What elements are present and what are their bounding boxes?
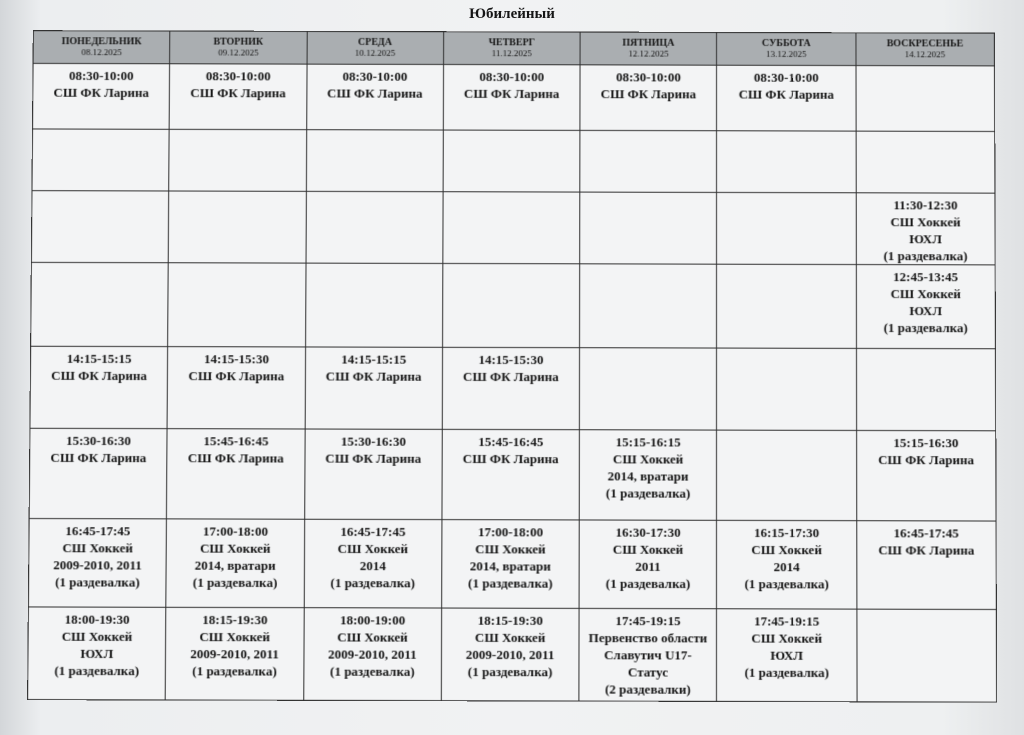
session-detail: СШ Хоккей — [62, 540, 133, 556]
schedule-cell — [168, 263, 306, 347]
session-detail: (1 раздевалка) — [605, 575, 691, 592]
session-detail: СШ ФК Ларина — [50, 449, 147, 466]
session-detail: 2011 — [635, 558, 661, 574]
session-time: 15:15-16:30 — [893, 435, 959, 451]
day-header — [717, 32, 856, 65]
session-time: 16:30-17:30 — [615, 524, 681, 540]
schedule-cell — [442, 429, 580, 520]
session-entry — [442, 430, 579, 467]
schedule-cell — [304, 519, 442, 608]
session-entry — [717, 521, 856, 593]
session-time: 15:45-16:45 — [478, 433, 544, 450]
day-date: 11.12.2025 — [491, 48, 532, 59]
session-detail: (2 раздевалки) — [605, 681, 691, 697]
schedule-cell — [306, 64, 443, 130]
schedule-cell — [856, 521, 996, 610]
session-entry — [580, 430, 717, 502]
session-time: 14:15-15:15 — [66, 350, 132, 367]
session-detail: (1 раздевалка) — [55, 574, 140, 590]
session-detail: СШ Хоккей — [751, 541, 822, 558]
schedule-cell — [580, 192, 717, 264]
session-time: 14:15-15:30 — [203, 351, 269, 367]
schedule-row — [32, 129, 995, 193]
schedule-cell — [443, 130, 580, 192]
session-detail: СШ Хоккей — [751, 630, 822, 646]
session-detail: 2009-2010, 2011 — [53, 557, 142, 573]
day-name: ПЯТНИЦА — [622, 37, 675, 49]
schedule-cell — [167, 429, 305, 520]
session-detail: 2009-2010, 2011 — [328, 646, 417, 662]
session-time: 12:45-13:45 — [893, 269, 959, 285]
schedule-cell — [165, 607, 303, 700]
session-time: 11:30-12:30 — [893, 197, 958, 213]
schedule-row — [30, 346, 996, 431]
schedule-cell — [441, 520, 579, 609]
session-time: 16:15-17:30 — [754, 524, 820, 541]
schedule-cell — [579, 608, 717, 701]
session-detail: СШ Хоккей — [61, 628, 133, 644]
schedule-row — [33, 63, 995, 131]
schedule-cell — [31, 191, 169, 263]
schedule-cell — [28, 607, 166, 700]
day-header — [856, 33, 995, 66]
session-entry — [579, 609, 716, 698]
session-time: 16:45-17:45 — [893, 525, 959, 541]
session-detail: 2014, вратари — [194, 557, 276, 573]
session-time: 14:15-15:15 — [341, 351, 407, 367]
session-detail: 2014 — [359, 558, 386, 574]
session-time: 08:30-10:00 — [616, 69, 681, 85]
schedule-cell — [32, 129, 169, 191]
schedule-cell — [717, 609, 857, 702]
session-time: 14:15-15:30 — [478, 351, 544, 368]
schedule-cell — [441, 608, 579, 701]
schedule-cell — [856, 348, 996, 430]
session-detail: Статус — [627, 664, 668, 680]
session-detail: СШ ФК Ларина — [190, 85, 286, 101]
schedule-cell — [717, 430, 857, 521]
schedule-cell — [305, 347, 443, 429]
session-detail: (1 раздевалка) — [605, 485, 691, 501]
day-name: СРЕДА — [358, 36, 393, 48]
day-header — [170, 31, 307, 64]
schedule-cell — [443, 192, 580, 264]
schedule-cell — [29, 428, 167, 519]
session-detail: СШ Хоккей — [890, 286, 961, 302]
schedule-cell — [304, 429, 442, 520]
session-entry — [444, 65, 580, 102]
session-entry — [304, 608, 441, 680]
session-time: 16:45-17:45 — [340, 523, 406, 540]
day-date: 08.12.2025 — [81, 47, 122, 58]
session-detail: СШ ФК Ларина — [53, 84, 149, 100]
session-detail: СШ Хоккей — [612, 451, 684, 467]
session-detail: СШ ФК Ларина — [188, 368, 285, 384]
schedule-cell — [169, 129, 306, 191]
schedule-cell — [443, 64, 580, 130]
session-entry — [717, 609, 856, 681]
session-detail: СШ Хоккей — [199, 629, 271, 645]
schedule-cell — [580, 264, 717, 348]
schedule-cell — [717, 264, 856, 348]
schedule-cell — [580, 65, 717, 131]
session-detail: 2014, вратари — [607, 468, 689, 484]
session-time: 08:30-10:00 — [753, 69, 819, 85]
session-detail: СШ Хоккей — [337, 540, 409, 557]
session-time: 15:30-16:30 — [340, 433, 406, 449]
schedule-cell — [717, 65, 856, 131]
day-name: ВОСКРЕСЕНЬЕ — [886, 38, 964, 50]
session-time: 16:45-17:45 — [65, 523, 131, 539]
schedule-cell — [856, 430, 996, 521]
session-entry — [168, 429, 305, 466]
session-detail: Славутич U17- — [604, 647, 692, 663]
session-time: 08:30-10:00 — [68, 67, 134, 84]
schedule-cell — [856, 193, 995, 265]
session-detail: (1 раздевалка) — [54, 662, 140, 679]
session-time: 17:00-18:00 — [202, 523, 268, 539]
day-header — [33, 31, 170, 64]
session-detail: (1 раздевалка) — [744, 664, 829, 681]
schedule-cell — [31, 262, 169, 346]
session-detail: СШ ФК Ларина — [187, 450, 284, 466]
session-time: 17:45-19:15 — [615, 613, 681, 629]
session-time: 15:30-16:30 — [65, 432, 132, 449]
session-entry — [442, 520, 579, 592]
session-detail: СШ Хоккей — [199, 540, 271, 556]
session-detail: СШ Хоккей — [474, 629, 546, 646]
session-entry — [28, 607, 165, 679]
session-entry — [305, 430, 442, 467]
schedule-cell — [30, 346, 168, 428]
schedule-cell — [167, 347, 305, 429]
session-detail: СШ ФК Ларина — [325, 368, 422, 384]
schedule-cell — [579, 348, 716, 430]
session-detail: ЮХЛ — [80, 645, 114, 662]
day-header — [443, 32, 580, 65]
session-time: 17:00-18:00 — [477, 524, 544, 540]
schedule-row — [31, 262, 996, 348]
session-detail: СШ Хоккей — [475, 541, 546, 557]
schedule-table — [27, 30, 997, 702]
session-time: 18:00-19:30 — [64, 611, 130, 627]
session-time: 15:15-16:15 — [615, 434, 681, 450]
session-entry — [856, 265, 994, 336]
session-time: 08:30-10:00 — [342, 68, 408, 84]
session-time: 08:30-10:00 — [479, 69, 545, 85]
session-time: 17:45-19:15 — [754, 613, 820, 629]
session-time: 18:15-19:30 — [202, 611, 268, 628]
schedule-cell — [169, 64, 306, 130]
session-detail: СШ ФК Ларина — [327, 85, 423, 101]
session-detail: (1 раздевалка) — [192, 663, 277, 679]
session-entry — [31, 347, 168, 384]
day-name: СУББОТА — [761, 38, 811, 50]
session-entry — [857, 431, 996, 468]
schedule-body — [28, 63, 997, 702]
session-detail: СШ ФК Ларина — [878, 542, 975, 558]
session-detail: 2009-2010, 2011 — [465, 646, 555, 663]
session-entry — [443, 348, 579, 385]
session-entry — [305, 347, 441, 384]
session-entry — [167, 519, 304, 591]
schedule-cell — [168, 191, 305, 263]
day-header — [307, 31, 444, 64]
schedule-cell — [579, 520, 717, 609]
day-name: ЧЕТВЕРГ — [488, 37, 535, 49]
day-date: 13.12.2025 — [766, 48, 807, 59]
page-title: Юбилейный — [469, 6, 555, 22]
schedule-row — [29, 428, 996, 521]
session-detail: ЮХЛ — [909, 303, 942, 319]
schedule-cell — [28, 519, 166, 608]
session-entry — [580, 520, 717, 592]
session-detail: ЮХЛ — [909, 231, 942, 247]
session-detail: (1 раздевалка) — [192, 574, 278, 590]
day-name: ПОНЕДЕЛЬНИК — [61, 36, 142, 48]
session-detail: (1 раздевалка) — [468, 575, 553, 591]
header-row — [33, 31, 994, 66]
session-time: 15:45-16:45 — [203, 433, 269, 449]
day-date: 09.12.2025 — [218, 47, 259, 58]
session-detail: 2014, вратари — [469, 558, 551, 574]
session-time: 18:15-19:30 — [477, 612, 543, 628]
schedule-cell — [856, 66, 995, 132]
schedule-cell — [306, 130, 443, 192]
session-entry — [857, 521, 996, 559]
session-entry — [717, 66, 855, 103]
session-entry — [856, 193, 994, 264]
schedule-cell — [306, 191, 443, 263]
day-date: 12.12.2025 — [628, 48, 669, 59]
session-time: 18:00-19:00 — [339, 612, 406, 628]
session-detail: (1 раздевалка) — [883, 248, 968, 264]
schedule-cell — [303, 608, 441, 701]
session-entry — [168, 347, 304, 384]
day-date: 10.12.2025 — [354, 47, 396, 58]
session-entry — [442, 609, 579, 681]
day-header — [580, 32, 717, 65]
session-detail: СШ ФК Ларина — [738, 86, 834, 102]
schedule-row — [31, 191, 995, 265]
session-detail: (1 раздевалка) — [467, 663, 553, 680]
schedule-row — [28, 607, 997, 702]
schedule-cell — [717, 131, 856, 193]
session-detail: 2009-2010, 2011 — [190, 646, 279, 662]
day-date: 14.12.2025 — [904, 49, 946, 60]
schedule-table-container — [27, 30, 997, 698]
session-detail: СШ ФК Ларина — [463, 368, 559, 385]
schedule-cell — [579, 430, 717, 521]
schedule-cell — [857, 609, 997, 702]
schedule-row — [28, 519, 996, 610]
session-detail: (1 раздевалка) — [883, 320, 968, 336]
schedule-cell — [717, 520, 857, 609]
session-entry — [30, 429, 167, 466]
session-detail: СШ ФК Ларина — [51, 367, 147, 384]
schedule-cell — [856, 265, 995, 349]
session-detail: СШ Хоккей — [890, 214, 961, 230]
session-entry — [33, 64, 169, 101]
session-detail: СШ ФК Ларина — [462, 450, 559, 467]
session-time: 08:30-10:00 — [205, 68, 271, 84]
session-detail: 2014 — [773, 559, 800, 575]
session-entry — [166, 608, 303, 680]
session-entry — [307, 65, 443, 102]
session-detail: (1 раздевалка) — [330, 575, 415, 591]
schedule-cell — [580, 130, 717, 192]
session-detail: СШ Хоккей — [337, 629, 408, 645]
session-entry — [170, 64, 306, 101]
schedule-cell — [442, 263, 579, 347]
session-detail: Первенство области — [588, 630, 708, 646]
schedule-cell — [856, 131, 995, 193]
session-detail: (1 раздевалка) — [330, 663, 415, 679]
session-entry — [581, 65, 717, 102]
session-detail: СШ Хоккей — [612, 541, 684, 557]
session-entry — [29, 519, 166, 591]
schedule-cell — [442, 347, 580, 429]
schedule-cell — [166, 519, 304, 608]
session-detail: СШ ФК Ларина — [325, 450, 422, 466]
schedule-cell — [717, 348, 856, 430]
schedule-cell — [717, 192, 856, 264]
session-detail: СШ ФК Ларина — [463, 85, 560, 102]
schedule-cell — [33, 63, 170, 129]
session-detail: СШ ФК Ларина — [600, 86, 697, 102]
session-detail: СШ ФК Ларина — [878, 452, 974, 468]
session-detail: ЮХЛ — [770, 647, 804, 663]
day-name: ВТОРНИК — [213, 36, 264, 48]
session-detail: (1 раздевалка) — [744, 576, 829, 592]
schedule-cell — [305, 263, 443, 347]
session-entry — [304, 520, 441, 592]
